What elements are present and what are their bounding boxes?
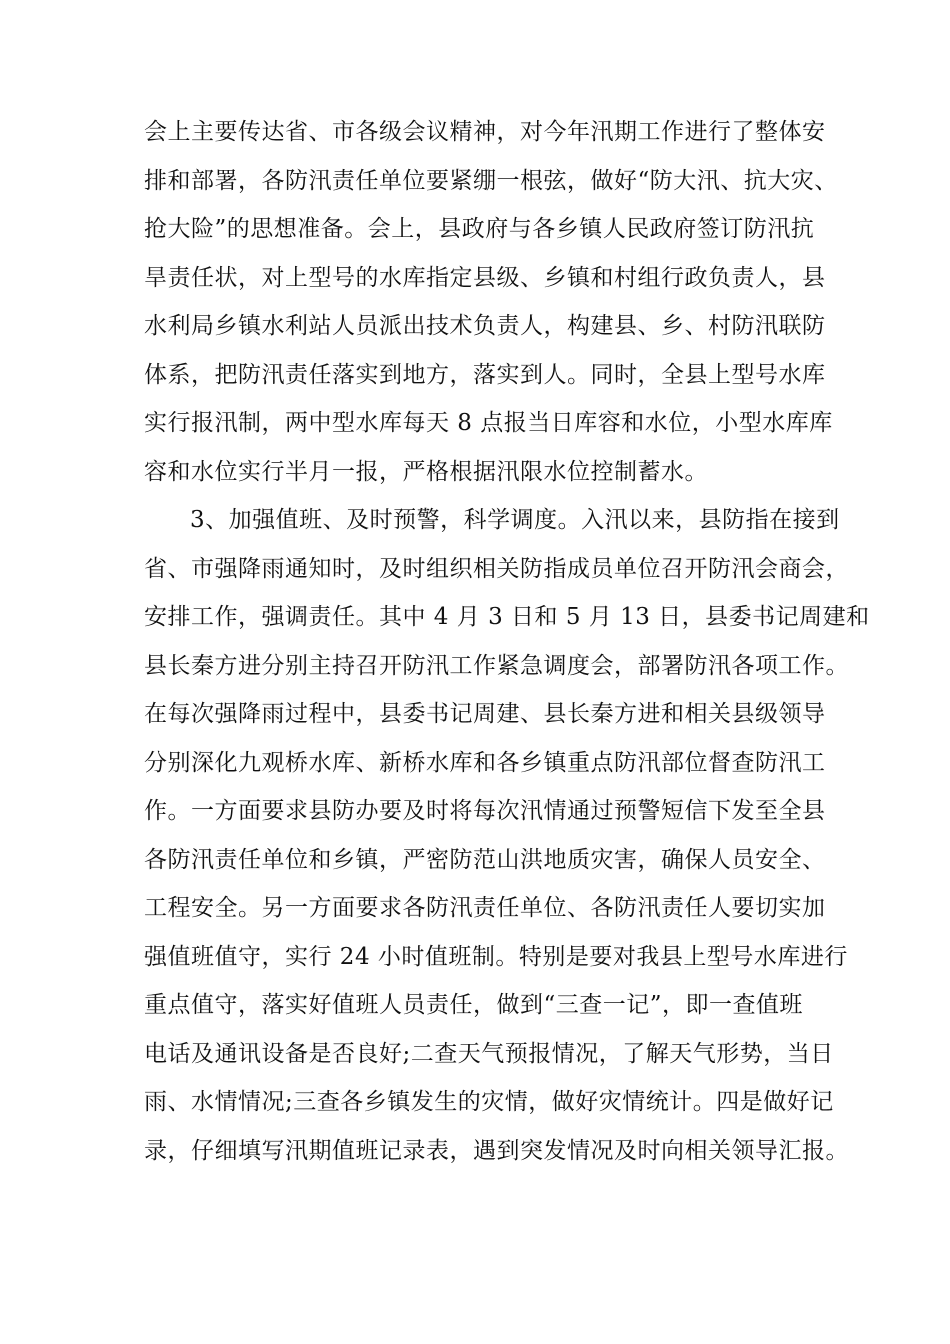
text-line: 容和水位实行半月一报，严格根据汛限水位控制蓄水。 bbox=[144, 458, 708, 485]
paragraph-2 bbox=[144, 496, 870, 1175]
text-line: 实行报汛制，两中型水库每天 8 点报当日库容和水位，小型水库库 bbox=[144, 410, 833, 436]
text-line: 水利局乡镇水利站人员派出技术负责人，构建县、乡、村防汛联防 bbox=[144, 313, 826, 339]
text-line: 各防汛责任单位和乡镇，严密防范山洪地质灾害，确保人员安全、 bbox=[144, 846, 826, 873]
text-line: 在每次强降雨过程中，县委书记周建、县长秦方进和相关县级领导 bbox=[144, 701, 826, 727]
text-line: 录，仔细填写汛期值班记录表，遇到突发情况及时向相关领导汇报。 bbox=[144, 1137, 849, 1164]
paragraph-1 bbox=[144, 108, 838, 496]
text-line: 排和部署，各防汛责任单位要紧绷一根弦，做好“防大汛、抗大灾、 bbox=[144, 167, 838, 194]
text-line: 重点值守，落实好值班人员责任，做到“三查一记”，即一查值班 bbox=[144, 992, 804, 1018]
text-line: 安排工作，强调责任。其中 4 月 3 日和 5 月 13 日，县委书记周建和 bbox=[144, 604, 870, 630]
text-line: 县长秦方进分别主持召开防汛工作紧急调度会，部署防汛各项工作。 bbox=[144, 652, 849, 679]
text-line: 分别深化九观桥水库、新桥水库和各乡镇重点防汛部位督查防汛工 bbox=[144, 749, 826, 776]
text-line: 会上主要传达省、市各级会议精神，对今年汛期工作进行了整体安 bbox=[144, 119, 826, 145]
text-line: 雨、水情情况;三查各乡镇发生的灾情，做好灾情统计。四是做好记 bbox=[144, 1089, 834, 1115]
text-line: 电话及通讯设备是否良好;二查天气预报情况，了解天气形势，当日 bbox=[144, 1040, 834, 1067]
document-body bbox=[144, 108, 870, 1175]
text-line: 作。一方面要求县防办要及时将每次汛情通过预警短信下发至全县 bbox=[144, 798, 826, 824]
text-line: 旱责任状，对上型号的水库指定县级、乡镇和村组行政负责人，县 bbox=[144, 264, 826, 291]
text-line: 省、市强降雨通知时，及时组织相关防指成员单位召开防汛会商会， bbox=[144, 555, 849, 582]
text-line: 3、加强值班、及时预警，科学调度。入汛以来，县防指在接到 bbox=[190, 507, 840, 533]
text-line: 抢大险”的思想准备。会上，县政府与各乡镇人民政府签订防汛抗 bbox=[144, 216, 815, 242]
text-line: 强值班值守，实行 24 小时值班制。特别是要对我县上型号水库进行 bbox=[144, 943, 848, 970]
text-line: 工程安全。另一方面要求各防汛责任单位、各防汛责任人要切实加 bbox=[144, 895, 826, 921]
text-line: 体系，把防汛责任落实到地方，落实到人。同时，全县上型号水库 bbox=[144, 361, 826, 388]
